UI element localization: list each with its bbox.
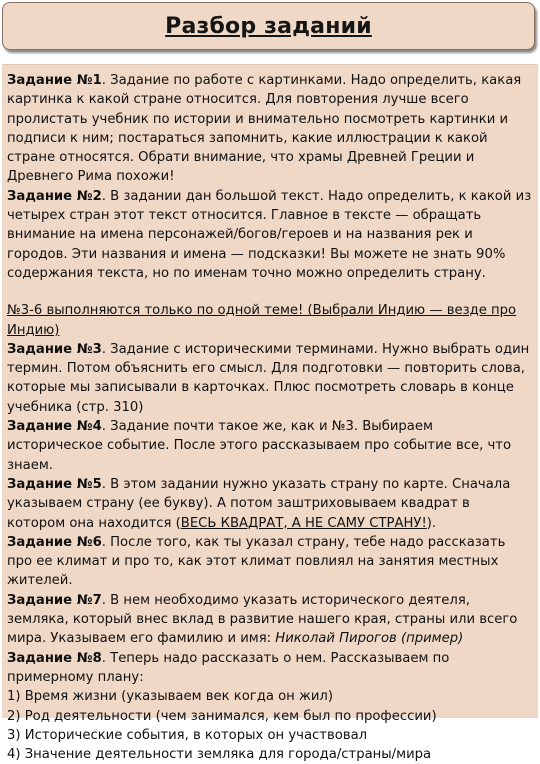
task-2-label: Задание №2 <box>7 188 102 204</box>
content-panel <box>2 64 538 763</box>
task-5-emphasis: ВЕСЬ КВАДРАТ, А НЕ САМУ СТРАНУ! <box>180 515 427 531</box>
task-1-text: . Задание по работе с картинками. Надо определить, какая картинка к какой стране относится. Для повторения лучше всего пролистать учебник по истории и внимательно посмотреть картинки и подписи к ним; постараться запомнить, какие иллюстрации к какой стране относятся. Обрати внимание, что храмы Древней Греции и Древнего Рима похожи! <box>7 73 522 185</box>
task-4-label: Задание №4 <box>7 419 102 435</box>
task-5-text: . В этом задании нужно указать страну по карте. Сначала указываем страну (ее букву). А потом заштриховываем квадрат в котором она находится ( <box>7 476 511 531</box>
task-1 <box>7 71 532 187</box>
task-3 <box>7 340 532 417</box>
task-8 <box>7 649 532 688</box>
paragraph-gap <box>7 283 532 301</box>
task-4-text: . Задание почти такое же, как и №3. Выбираем историческое событие. После этого рассказываем про событие все, что знаем. <box>7 419 512 473</box>
plan-item-1: 1) Время жизни (указываем век когда он жил) <box>7 689 334 705</box>
task-7-example: Николай Пирогов (пример) <box>275 631 464 647</box>
task-6-text: . После того, как ты указал страну, тебе надо рассказать про ее климат и про то, как этот климат повлиял на занятия местных жителей. <box>7 534 506 589</box>
task-2 <box>7 187 532 283</box>
plan-item-2: 2) Род деятельности (чем занимался, кем был по профессии) <box>7 708 437 724</box>
task-3-label: Задание №3 <box>7 341 102 357</box>
task-5-text-end: ). <box>426 515 437 531</box>
plan-item-4: 4) Значение деятельности земляка для города/страны/мира <box>7 747 432 763</box>
task-8-label: Задание №8 <box>7 650 102 666</box>
task-8-text: . Теперь надо рассказать о нем. Рассказываем по примерному плану: <box>7 650 450 685</box>
task-3-text: . Задание с историческими терминами. Нужно выбрать один термин. Потом объяснить его смысл. Для подготовки — повторить слова, которые мы записывали в карточках. Плюс посмотреть словарь в конце учебника (стр. 310) <box>7 341 530 415</box>
task-7-label: Задание №7 <box>7 592 102 608</box>
page-title: Разбор заданий <box>165 13 372 39</box>
task-2-text: . В задании дан большой текст. Надо определить, к какой из четырех стран этот текст относится. Главное в тексте — обращать внимание на имена персонажей/богов/героев и на названия рек и городов. Эти названия и имена — подсказки! Вы можете не знать 90% содержания текста, но по именам точно можно определить страну. <box>7 188 532 281</box>
plan-item-3: 3) Исторические события, в которых он участвовал <box>7 727 368 743</box>
task-7-text: . В нем необходимо указать исторического деятеля, земляка, который внес вклад в развитие нашего края, страны или всего мира. Указываем его фамилию и имя: <box>7 592 518 647</box>
title-box <box>2 2 535 50</box>
task-6 <box>7 533 532 591</box>
task-5-label: Задание №5 <box>7 476 102 492</box>
task-4 <box>7 417 532 475</box>
task-5 <box>7 475 532 533</box>
task-1-label: Задание №1 <box>7 73 102 88</box>
task-6-label: Задание №6 <box>7 534 102 550</box>
task-7 <box>7 591 532 649</box>
note-tasks-3-6: №3-6 выполняются только по одной теме! (Выбрали Индию — везде про Индию) <box>7 303 517 338</box>
